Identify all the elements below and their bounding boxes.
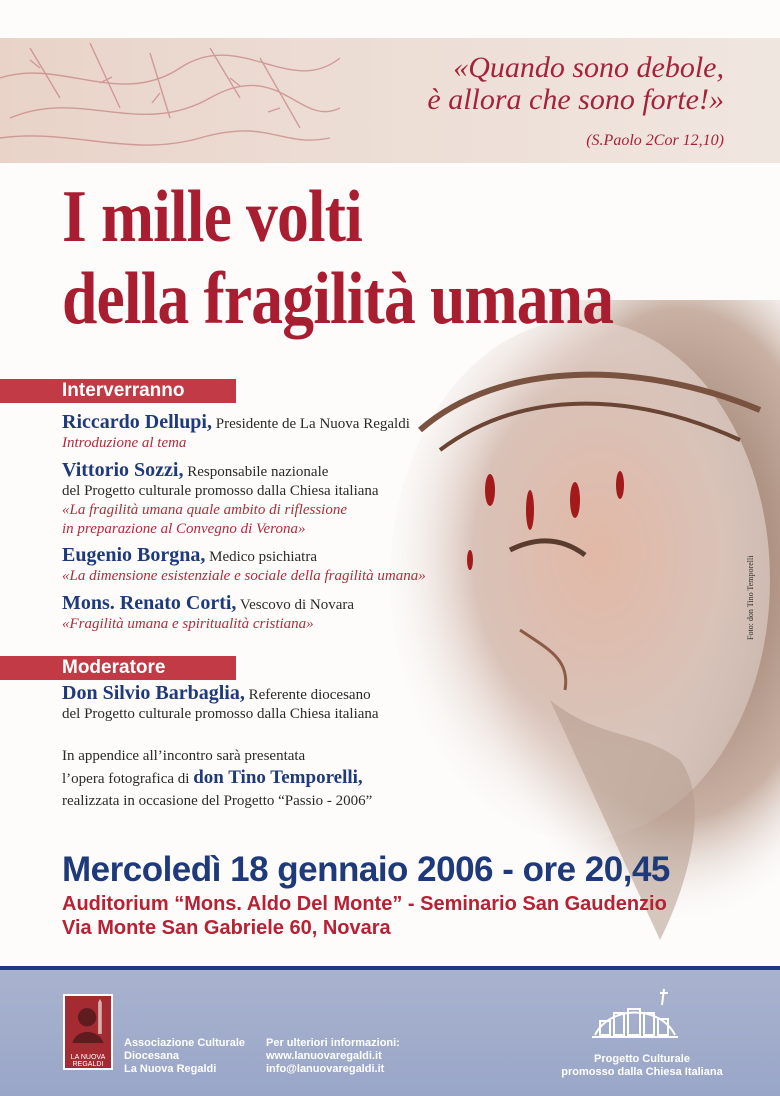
speaker-topic-line-2: in preparazione al Convegno di Verona»	[62, 521, 306, 537]
appendix-line-3: realizzata in occasione del Progetto “Passio - 2006”	[62, 793, 373, 809]
event-date: Mercoledì 18 gennaio 2006 - ore 20,45	[62, 850, 670, 889]
speaker-item	[62, 413, 410, 453]
moderator-item	[62, 684, 379, 724]
progetto-culturale-caption	[548, 1053, 736, 1079]
speaker-role: Presidente de La Nuova Regaldi	[212, 416, 410, 432]
assoc-line: Diocesana	[124, 1050, 180, 1062]
prog-line: promosso dalla Chiesa Italiana	[561, 1066, 723, 1078]
event-title	[62, 176, 613, 340]
event-venue: Auditorium “Mons. Aldo Del Monte” - Seminario San Gaudenzio	[62, 893, 667, 915]
moderator-role: Referente diocesano	[244, 687, 371, 703]
quote-line-2: è allora che sono forte!»	[427, 83, 724, 116]
speaker-name: Eugenio Borgna,	[62, 544, 206, 566]
title-line-1: I mille volti	[62, 176, 362, 258]
contact-info	[266, 1037, 400, 1076]
event-address: Via Monte San Gabriele 60, Novara	[62, 917, 391, 939]
speaker-item	[62, 594, 354, 634]
logo-caption: LA NUOVA REGALDI	[70, 1054, 106, 1068]
photo-credit: Foto: don Tino Temporelli	[746, 555, 755, 640]
crown-of-thorns-drawing	[0, 38, 340, 163]
quote-reference: (S.Paolo 2Cor 12,10)	[586, 132, 724, 149]
assoc-line: La Nuova Regaldi	[124, 1063, 217, 1075]
quote-text	[427, 52, 724, 116]
website-link[interactable]: www.lanuovaregaldi.it	[266, 1050, 382, 1062]
speaker-role: Vescovo di Novara	[236, 597, 355, 613]
moderator-name: Don Silvio Barbaglia,	[62, 682, 245, 704]
title-line-2: della fragilità umana	[62, 258, 614, 340]
photographer-name: don Tino Temporelli,	[193, 767, 363, 788]
quote-line-1: «Quando sono debole,	[453, 51, 724, 84]
speaker-item	[62, 546, 426, 586]
speaker-topic: «La fragilità umana quale ambito di riflessione	[62, 502, 348, 518]
speaker-topic: «Fragilità umana e spiritualità cristiana»	[62, 616, 314, 632]
speaker-topic: Introduzione al tema	[62, 435, 187, 451]
info-heading: Per ulteriori informazioni:	[266, 1037, 400, 1049]
email-link[interactable]: info@lanuovaregaldi.it	[266, 1063, 385, 1075]
speaker-name: Mons. Renato Corti,	[62, 592, 237, 614]
appendix-line-1: In appendice all’incontro sarà presentata	[62, 748, 306, 764]
prog-line: Progetto Culturale	[594, 1053, 690, 1065]
speaker-topic: «La dimensione esistenziale e sociale della fragilità umana»	[62, 568, 426, 584]
association-info	[124, 1037, 245, 1076]
speaker-role: Responsabile nazionale	[183, 464, 329, 480]
assoc-line: Associazione Culturale	[124, 1037, 246, 1049]
speaker-role-line-2: del Progetto culturale promosso dalla Chiesa italiana	[62, 483, 379, 499]
appendix-line-2: l’opera fotografica di	[62, 771, 194, 787]
speaker-role: Medico psichiatra	[205, 549, 317, 565]
speakers-heading-bar: Interverranno	[0, 379, 236, 403]
speaker-name: Riccardo Dellupi,	[62, 411, 212, 433]
moderator-role-line-2: del Progetto culturale promosso dalla Chiesa italiana	[62, 706, 379, 722]
appendix-note	[62, 745, 372, 812]
speaker-item	[62, 461, 379, 539]
speaker-name: Vittorio Sozzi,	[62, 459, 184, 481]
moderator-heading-bar: Moderatore	[0, 656, 236, 680]
progetto-culturale-logo	[590, 985, 680, 1045]
